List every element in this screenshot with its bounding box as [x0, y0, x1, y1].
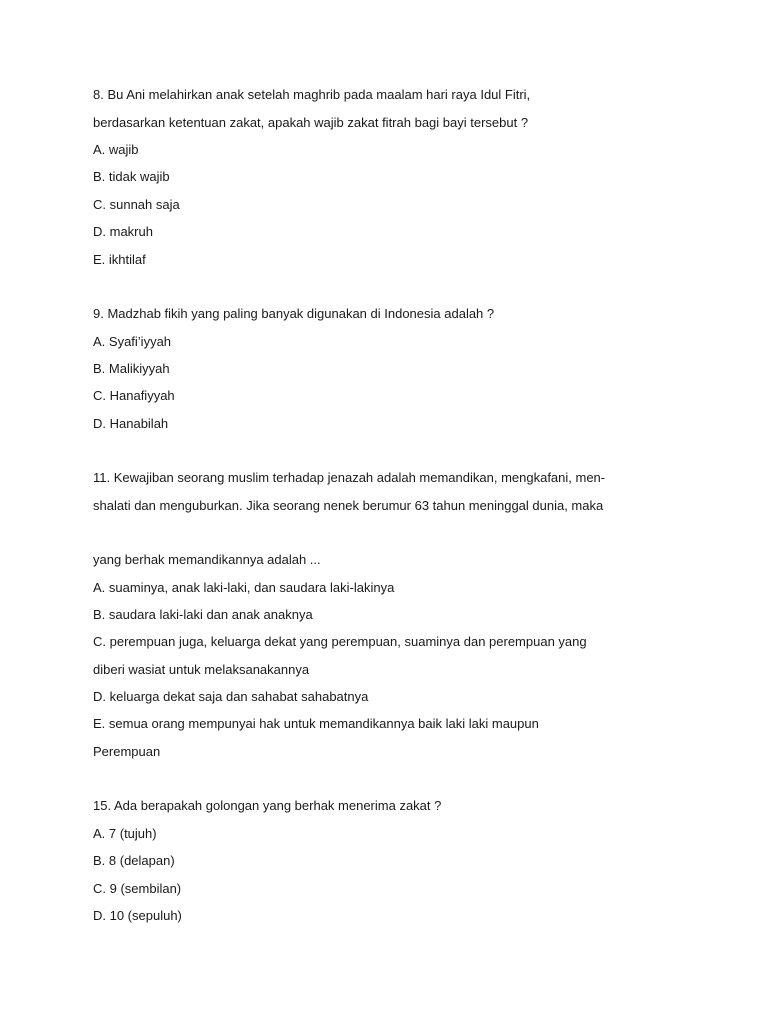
- question-9-text: 9. Madzhab fikih yang paling banyak digunakan di Indonesia adalah ?: [93, 306, 495, 321]
- question-11-option-d: D. keluarga dekat saja dan sahabat sahabatnya: [93, 689, 369, 704]
- question-11-option-e: E. semua orang mempunyai hak untuk memandikannya baik laki laki maupun: [93, 716, 539, 731]
- question-8-option-b: B. tidak wajib: [93, 169, 170, 184]
- question-8-option-d: D. makruh: [93, 224, 153, 239]
- question-15-option-a: A. 7 (tujuh): [93, 826, 157, 841]
- question-8-text: 8. Bu Ani melahirkan anak setelah maghrib pada maalam hari raya Idul Fitri,: [93, 87, 531, 102]
- question-9-option-b: B. Malikiyyah: [93, 361, 170, 376]
- question-8-option-c: C. sunnah saja: [93, 197, 180, 212]
- question-15-option-b: B. 8 (delapan): [93, 853, 175, 868]
- question-11-text-end: yang berhak memandikannya adalah ...: [93, 552, 321, 567]
- question-11-text: 11. Kewajiban seorang muslim terhadap jenazah adalah memandikan, mengkafani, men-: [93, 470, 606, 485]
- question-15-option-c: C. 9 (sembilan): [93, 881, 182, 896]
- question-11-option-c: C. perempuan juga, keluarga dekat yang perempuan, suaminya dan perempuan yang: [93, 634, 587, 649]
- question-15-option-d: D. 10 (sepuluh): [93, 908, 182, 923]
- question-9-option-a: A. Syafi’iyyah: [93, 334, 172, 349]
- question-8-option-a: A. wajib: [93, 142, 139, 157]
- question-8-text-cont: berdasarkan ketentuan zakat, apakah wajib zakat fitrah bagi bayi tersebut ?: [93, 115, 529, 130]
- question-11-option-a: A. suaminya, anak laki-laki, dan saudara laki-lakinya: [93, 580, 395, 595]
- question-11-text-cont: shalati dan menguburkan. Jika seorang nenek berumur 63 tahun meninggal dunia, maka: [93, 498, 604, 513]
- question-9-option-d: D. Hanabilah: [93, 416, 169, 431]
- question-9-option-c: C. Hanafiyyah: [93, 388, 175, 403]
- question-11-option-b: B. saudara laki-laki dan anak anaknya: [93, 607, 313, 622]
- question-8-option-e: E. ikhtilaf: [93, 252, 146, 267]
- question-15-text: 15. Ada berapakah golongan yang berhak menerima zakat ?: [93, 798, 442, 813]
- question-11-option-e-cont: Perempuan: [93, 744, 161, 759]
- question-11-option-c-cont: diberi wasiat untuk melaksanakannya: [93, 662, 310, 677]
